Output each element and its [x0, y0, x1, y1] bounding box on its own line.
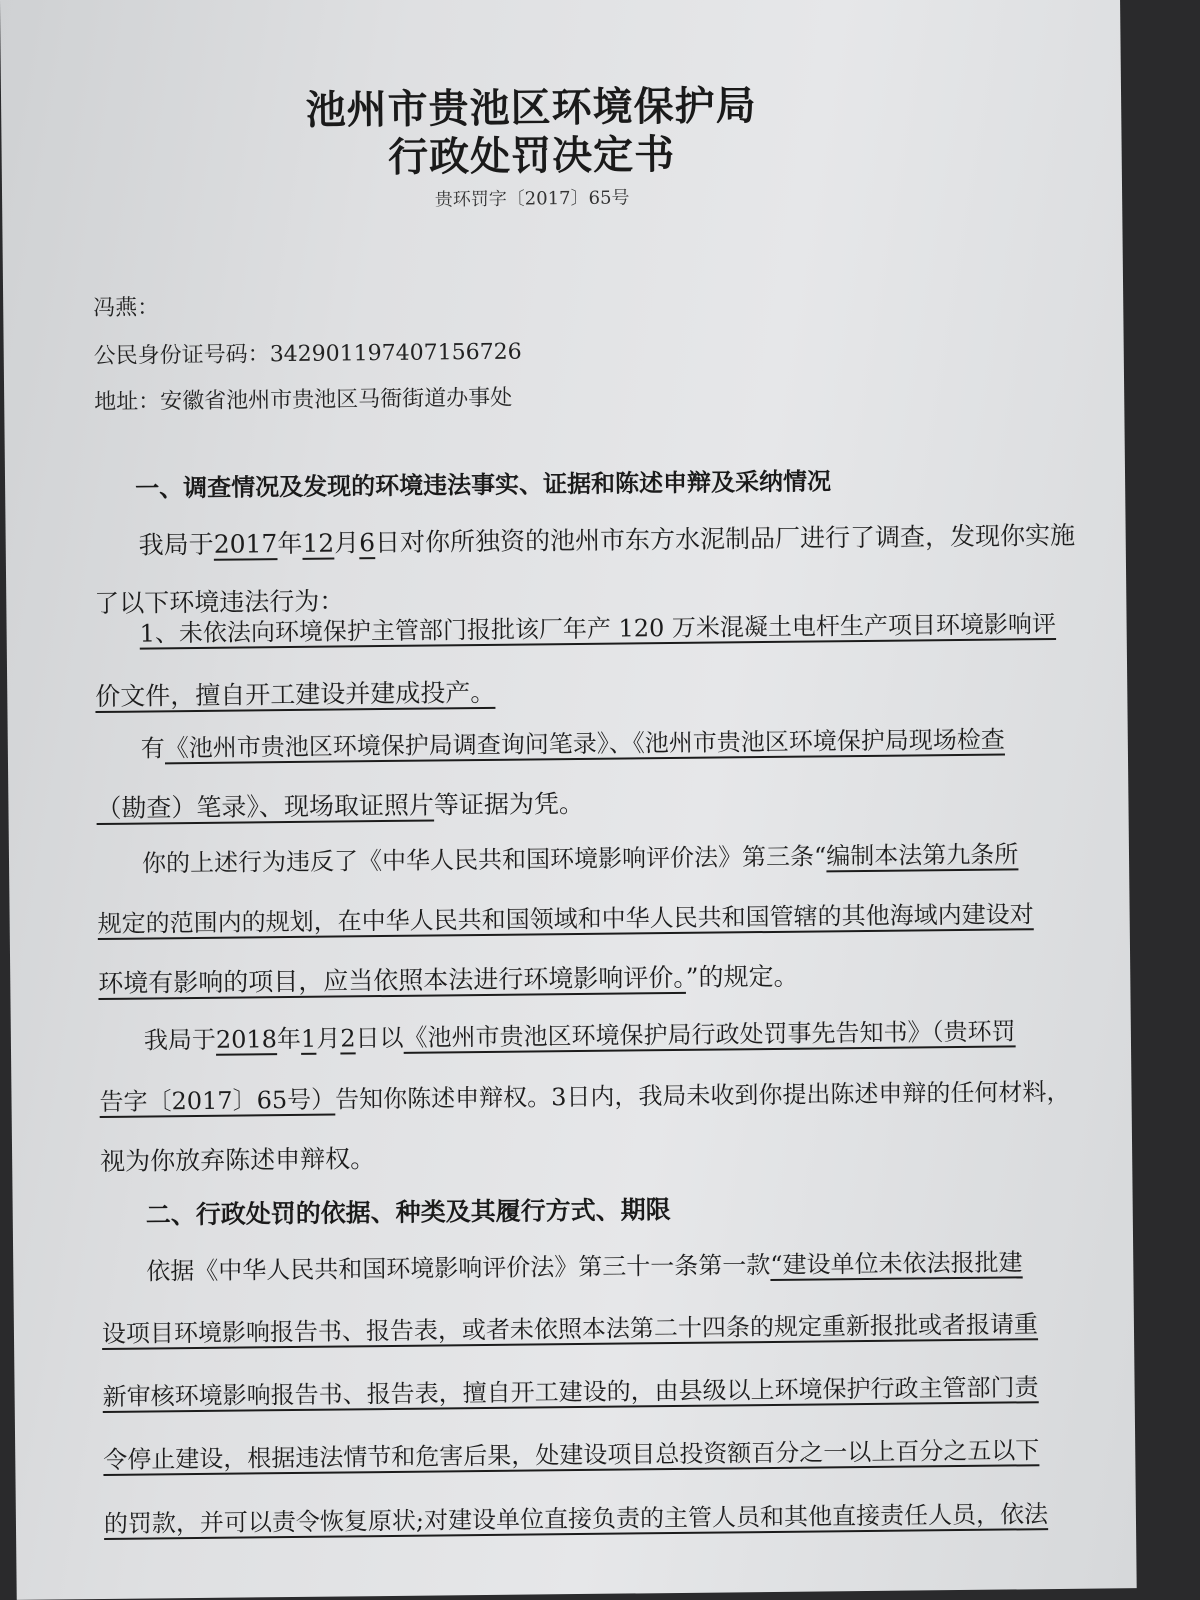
section2-heading: 二、行政处罚的依据、种类及其履行方式、期限	[145, 1195, 671, 1230]
evidence-documents-cont: （勘查）笔录》、现场取证照片	[96, 790, 435, 824]
text-fragment: 你的上述行为违反了《中华人民共和国环境影响评价法》第三条“	[141, 842, 827, 878]
notice-document: 《池州市贵池区环境保护局行政处罚事先告知书》（贵环罚	[403, 1017, 1016, 1052]
investigation-day: 6	[359, 528, 376, 558]
notice-doc-number: 告字〔2017〕65号）	[99, 1085, 336, 1117]
investigation-year: 2017	[213, 529, 278, 559]
document-number: 贵环罚字〔2017〕65号	[434, 187, 630, 211]
address-label: 地址：	[94, 389, 161, 416]
text-fragment: ”的规定。	[685, 961, 799, 992]
violation-line2: 价文件，擅自开工建设并建成投产。	[95, 677, 496, 712]
evidence-line2	[96, 784, 584, 825]
text-fragment: 告知你陈述申辩权。3日内，我局未收到你提出陈述申辩的任何材料，	[335, 1077, 1071, 1114]
text-fragment: 我局于	[138, 529, 214, 560]
address-value: 安徽省池州市贵池区马衙街道办事处	[160, 385, 513, 415]
notice-year: 2018	[215, 1025, 278, 1054]
id-number-line	[94, 335, 522, 370]
investigation-line2: 了以下环境违法行为：	[94, 586, 345, 619]
violation-line1: 1、未依法向环境保护主管部门报批该厂年产 120 万米混凝土电杆生产项目环境影响评	[139, 609, 1057, 648]
basis-line1	[146, 1242, 1023, 1286]
document-subtitle: 行政处罚决定书	[387, 130, 676, 181]
document-title: 池州市贵池区环境保护局	[305, 82, 757, 134]
notice-month: 1	[300, 1024, 317, 1053]
id-number: 342901197407156726	[269, 339, 522, 368]
basis-line3: 新审核环境影响报告书、报告表，擅自开工建设的，由县级以上环境保护行政主管部门责	[102, 1373, 1039, 1412]
text-fragment: 依据《中华人民共和国环境影响评价法》第三十一条第一款	[146, 1251, 771, 1286]
text-fragment: 日对你所独资的池州市东方水泥制品厂进行了调查，发现你实施	[374, 520, 1076, 558]
text-fragment: 我局于	[143, 1025, 217, 1055]
law-line2: 规定的范围内的规划，在中华人民共和国领域和中华人民共和国管辖的其他海域内建设对	[97, 900, 1034, 939]
recipient-name: 冯燕：	[93, 295, 160, 322]
law-line1	[142, 834, 1019, 878]
notice-line1	[144, 1011, 1016, 1055]
law-quote: 编制本法第九条所	[826, 840, 1019, 871]
notice-line3: 视为你放弃陈述申辩权。	[100, 1144, 376, 1177]
text-fragment: 年	[277, 528, 303, 559]
law-line3	[98, 957, 799, 1000]
evidence-documents: 《池州市贵池区环境保护局调查询问笔录》、《池州市贵池区环境保护局现场检查	[164, 725, 1005, 763]
basis-line4: 令停止建设，根据违法情节和危害后果，处建设项目总投资额百分之一以上百分之五以下	[103, 1436, 1040, 1474]
notice-day: 2	[340, 1024, 356, 1053]
basis-line5: 的罚款，并可以责令恢复原状;对建设单位直接负责的主管人员和其他直接责任人员，依法	[103, 1500, 1049, 1538]
basis-quote: “建设单位未依法报批建	[770, 1248, 1023, 1280]
law-quote-end: 环境有影响的项目，应当依照本法进行环境影响评价。	[98, 962, 686, 999]
investigation-month: 12	[302, 528, 335, 558]
text-fragment: 年	[276, 1024, 302, 1054]
section1-heading: 一、调查情况及发现的环境违法事实、证据和陈述申辩及采纳情况	[134, 466, 832, 503]
text-fragment: 月	[316, 1024, 341, 1053]
evidence-line1	[141, 720, 1005, 764]
investigation-line1	[139, 516, 1076, 562]
address-line	[94, 381, 512, 416]
notice-line2	[99, 1072, 1070, 1117]
text-fragment: 日以	[355, 1023, 404, 1053]
text-fragment: 等证据为凭。	[433, 788, 585, 820]
text-fragment: 月	[334, 528, 360, 558]
id-label: 公民身份证号码：	[93, 342, 270, 370]
text-fragment: 有	[140, 734, 165, 763]
basis-line2: 设项目环境影响报告书、报告表，或者未依照本法第二十四条的规定重新报批或者报请重	[101, 1310, 1039, 1349]
